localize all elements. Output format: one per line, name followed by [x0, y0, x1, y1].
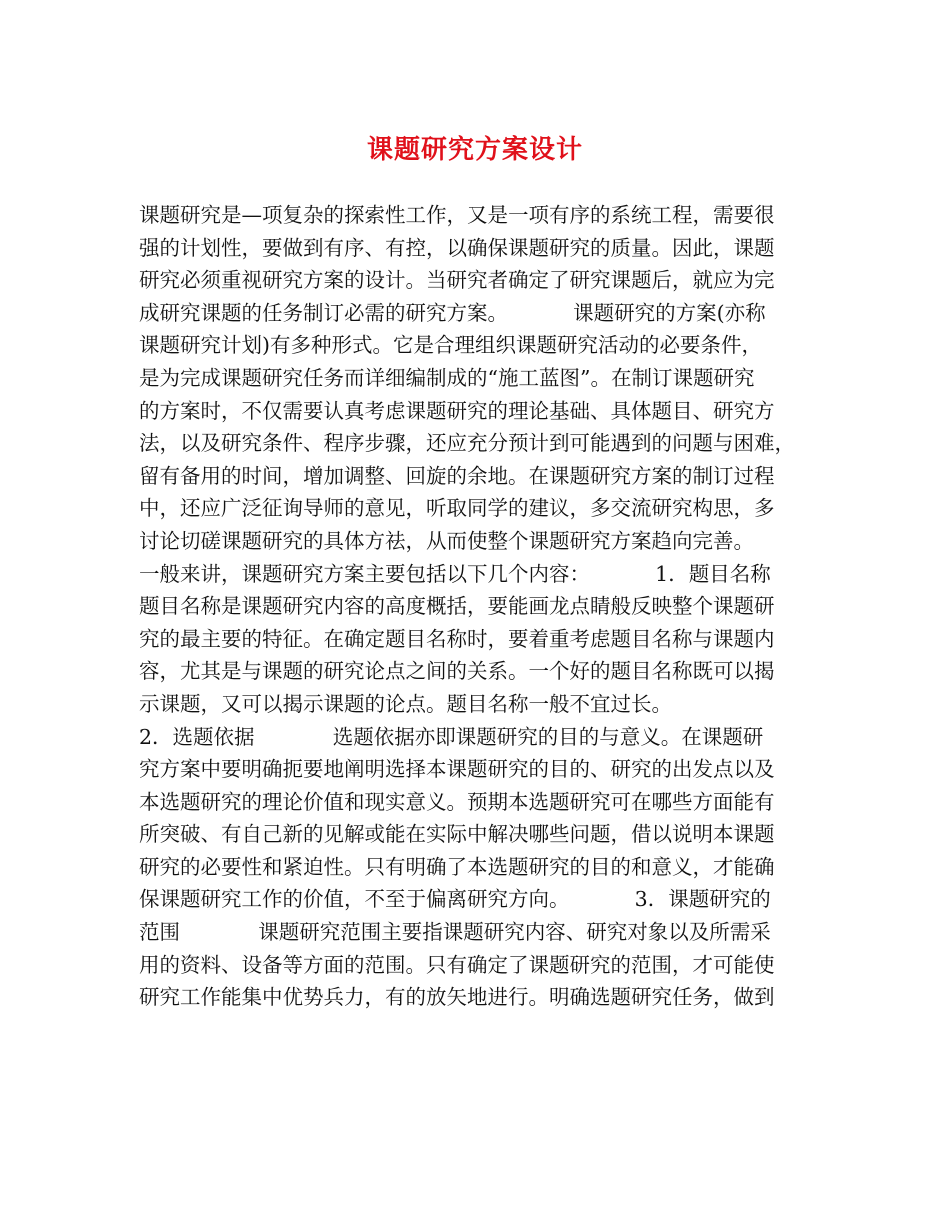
body-line: 研究必须重视研究方案的设计。当研究者确定了研究课题后，就应为完: [139, 268, 775, 293]
body-line: 所突破、有自己新的见解或能在实际中解决哪些问题，借以说明本课题: [139, 822, 775, 847]
body-line: 研究的必要性和紧迫性。只有明确了本选题研究的目的和意义，才能确: [139, 854, 775, 879]
body-line: 用的资料、设备等方面的范围。只有确定了课题研究的范围，才可能使: [139, 952, 775, 977]
body-line: 2．选题依据 选题依据亦即课题研究的目的与意义。在课题研: [139, 724, 764, 749]
body-line: 保课题研究工作的价值，不至于偏离研究方向。 3．课题研究的: [139, 887, 771, 912]
body-line: 本选题研究的理论价值和现实意义。预期本选题研究可在哪些方面能有: [139, 789, 775, 814]
body-line: 研究工作能集中优势兵力，有的放矢地进行。明确选题研究任务，做到: [139, 985, 775, 1010]
body-line: 讨论切磋课题研究的具体方祛，从而使整个课题研究方案趋向完善。: [139, 528, 754, 553]
body-line: 示课题，又可以揭示课题的论点。题目名称一般不宜过长。: [139, 691, 672, 716]
body-line: 一般来讲，课题研究方案主要包括以下几个内容： 1．题目名称: [139, 561, 771, 586]
body-line: 强的计划性，要做到有序、有控，以确保课题研究的质量。因此，课题: [139, 235, 775, 260]
body-line: 范围 课题研究范围主要指课题研究内容、研究对象以及所需采: [139, 920, 771, 945]
body-line: 的方案时，不仅需要认真考虑课题研究的理论基础、具体题目、研究方: [139, 398, 775, 423]
body-line: 成研究课题的任务制订必需的研究方案。 课题研究的方案(亦称: [139, 300, 766, 325]
body-line: 课题研究计划)有多种形式。它是合理组织课题研究活动的必要条件，: [139, 333, 762, 358]
body-line: 题目名称是课题研究内容的高度概括，要能画龙点睛般反映整个课题研: [139, 594, 775, 619]
body-line: 究的最主要的特征。在确定题目名称时，要着重考虑题目名称与课题内: [139, 626, 775, 651]
body-line: 课题研究是—项复杂的探索性工作，又是一项有序的系统工程，需要很: [139, 203, 775, 227]
body-line: 留有备用的时间，增加调整、回旋的余地。在课题研究方案的制订过程: [139, 463, 775, 488]
body-line: 中，还应广泛征询导师的意见，听取同学的建议，多交流研究构思，多: [139, 496, 775, 521]
document-title: 课题研究方案设计: [366, 135, 583, 165]
body-line: 法，以及研究条件、程序步骤，还应充分预计到可能遇到的问题与困难，: [139, 431, 795, 456]
body-line: 是为完成课题研究任务而详细编制成的“施工蓝图”。在制订课题研究: [139, 365, 755, 390]
body-line: 容，尤其是与课题的研究论点之间的关系。一个好的题目名称既可以揭: [139, 659, 775, 684]
body-line: 究方案中要明确扼要地阐明选择本课题研究的目的、研究的出发点以及: [139, 757, 775, 782]
document-body: [139, 199, 829, 1014]
